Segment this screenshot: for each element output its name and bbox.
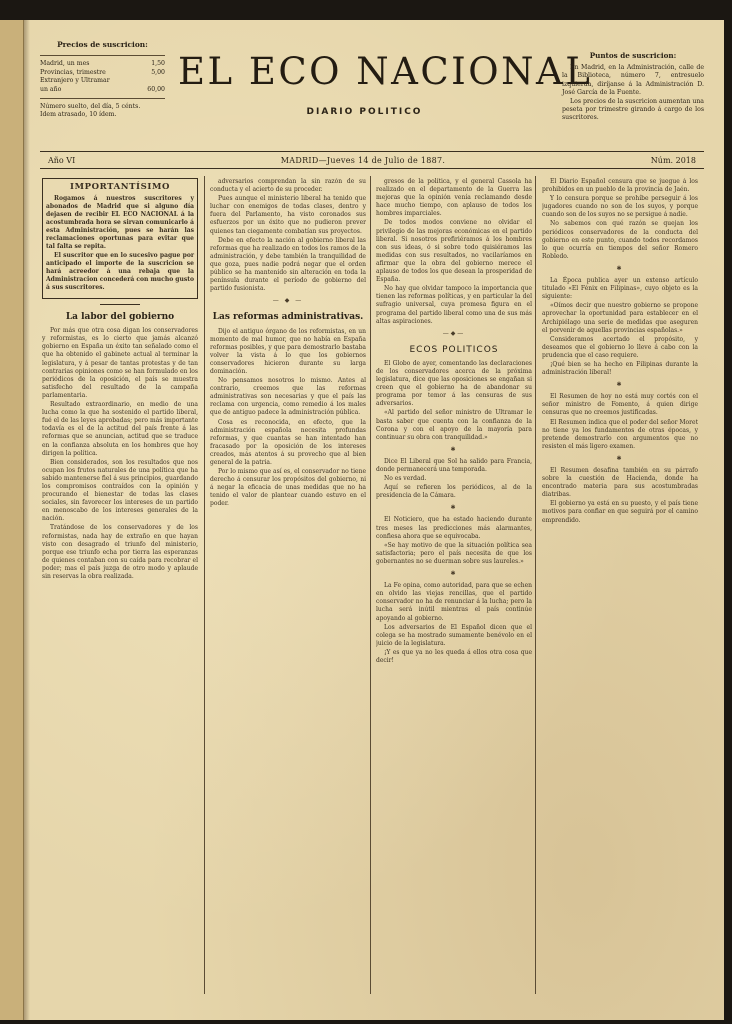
column-divider bbox=[370, 176, 371, 994]
article-paragraph: Bien considerados, son los resultados que nos ocupan los frutos naturales de una política que ha sabido mantenerse fiel á sus principios, guardando los compromisos contraídos con la opinión y procurando el bienestar de todas las clases sociales, sin favorecer los intereses de un partido en menoscabo de los intereses generales de la nación. bbox=[42, 458, 198, 523]
article-paragraph: ¡Y es que ya no les queda á ellos otra cosa que decir! bbox=[376, 648, 532, 664]
article-paragraph: De todos modos conviene no olvidar el privilegio de las mejoras económicas en el partido liberal. Si nosotros prefiriéramos á los hombres con sus ideas, ó si sobre todo quisiéramos las medidas con sus resultados, no vacilaríamos en afirmar que la obra del gobierno merece el aplauso de todos los que desean la prosperidad de España. bbox=[376, 219, 532, 284]
ornament-divider: ✱ bbox=[616, 264, 624, 272]
prices-rule-bottom bbox=[40, 98, 165, 99]
column-4 bbox=[542, 178, 698, 992]
price-row: un año 60,00 bbox=[40, 85, 165, 93]
ornament-divider: ✱ bbox=[450, 445, 458, 453]
newspaper-title: EL ECO NACIONAL bbox=[178, 50, 593, 93]
article-paragraph: Tratándose de los conservadores y de los reformistas, nada hay de extraño en que hayan visto con desagrado el triunfo del ministerio, porque ese triunfo echa por tierra las esperanzas de quienes contaban con su caída para recobrar el poder; mas el país juzga de otro modo y aplaude sin reservas la obra realizada. bbox=[42, 524, 198, 580]
points-paragraph: Los precios de la suscricion aumentan una peseta por trimestre girando á cargo de los suscritores. bbox=[562, 98, 704, 122]
points-heading: Puntos de suscricion: bbox=[589, 51, 677, 60]
article-title-labor: La labor del gobierno bbox=[65, 312, 175, 323]
article-paragraph: Pues aunque el ministerio liberal ha tenido que luchar con enemigos de todas clases, dentro y fuera del Parlamento, ha visto coronados sus esfuerzos por un éxito que no pudieron prever quienes tan ciegamente combatían sus proyectos. bbox=[210, 195, 366, 235]
subscription-prices-box bbox=[40, 41, 165, 120]
newspaper-subtitle: DIARIO POLITICO bbox=[306, 107, 423, 117]
back-issue-note: Idem atrasado, 10 ídem. bbox=[40, 111, 117, 119]
article-paragraph: «Se hay motivo de que la situación política sea satisfactoria; pero el país necesita de que los gobernantes no se duerman sobre sus laureles.» bbox=[376, 541, 532, 565]
article-paragraph: «Oímos decir que nuestro gobierno se propone aprovechar la oportunidad para establecer en el Archipiélago una serie de medidas que aseguren el porvenir de aquellas provincias españolas.» bbox=[542, 302, 698, 334]
points-paragraph: En Madrid, en la Administración, calle de la Biblioteca, número 7, entresuelo izquierda, diríjanse á la Administración D. José García de la Fuente. bbox=[562, 64, 704, 96]
article-paragraph: No hay que olvidar tampoco la importancia que tienen las reformas políticas, y en particular la del sufragio universal, cuya promesa figura en el programa del partido liberal como una de sus más altas aspiraciones. bbox=[376, 285, 532, 325]
article-title-reformas: Las reformas administrativas. bbox=[212, 312, 364, 323]
article-paragraph: El Resumen de hoy no está muy cortés con el señor ministro de Fomento, á quien dirige censuras que no creemos justificadas. bbox=[542, 393, 698, 417]
article-paragraph: Los adversarios de El Español dicen que el colega se ha mostrado sumamente benévolo en el juicio de la legislatura. bbox=[376, 623, 532, 647]
article-paragraph: No es verdad. bbox=[384, 475, 427, 483]
section-rule bbox=[100, 304, 140, 305]
binding-shadow bbox=[24, 20, 30, 1020]
price-row: Provincias, trimestre 5,00 bbox=[40, 68, 165, 76]
ornament-divider: ✱ bbox=[616, 381, 624, 389]
article-paragraph: Dice El Liberal que Sol ha salido para Francia, donde permanecerá una temporada. bbox=[376, 457, 532, 473]
article-paragraph: El gobierno ya está en su puesto, y el país tiene motivos para confiar en que seguirá por el camino emprendido. bbox=[542, 500, 698, 524]
article-paragraph: Consideramos acertado el propósito, y deseamos que el gobierno lo lleve á cabo con la prudencia que el caso requiere. bbox=[542, 335, 698, 359]
article-paragraph: «Al partido del señor ministro de Ultramar le basta saber que cuenta con la confianza de la Corona y con el apoyo de la mayoría para continuar su obra con tranquilidad.» bbox=[376, 409, 532, 441]
prices-heading: Precios de suscricion: bbox=[57, 40, 148, 49]
article-paragraph: El Globo de ayer, comentando las declaraciones de los conservadores acerca de la próxima legislatura, dice que las oposiciones se engañan si creen que el gobierno ha de abandonar su programa por temor á las censuras de sus adversarios. bbox=[376, 359, 532, 408]
column-3 bbox=[376, 178, 532, 992]
column-divider bbox=[204, 176, 205, 994]
issue-date: MADRID—Jueves 14 de Julio de 1887. bbox=[280, 155, 446, 165]
article-paragraph: gresos de la política, y el general Cassola ha realizado en el departamento de la Guerra las mejoras que la opinión venía reclamando desde hace mucho tiempo, con aplauso de todos los hombres imparciales. bbox=[376, 178, 532, 218]
article-paragraph: El Diario Español censura que se juegue á los prohibidos en un pueblo de la provincia de Jaén. bbox=[542, 178, 698, 194]
article-paragraph: Y lo censura porque se prohíbe perseguir á los jugadores cuando no son de los suyos, y porque cuando son de los suyos no se persigue á nadie. bbox=[542, 195, 698, 219]
article-paragraph: adversarios comprendan la sin razón de su conducta y el acierto de su proceder. bbox=[210, 178, 366, 194]
ornament-divider: ✱ bbox=[450, 504, 458, 512]
article-paragraph: La Fe opina, como autoridad, para que se echen en olvido las viejas rencillas, que el partido conservador no ha de renunciar á la lucha; pero la lucha será inútil mientras el país continúe apoyando al gobierno. bbox=[376, 582, 532, 622]
article-paragraph: No sabemos con qué razón se quejan los periódicos conservadores de la conducta del gobierno en este punto, cuando todos recordamos lo que ocurría en tiempos del señor Romero Robledo. bbox=[542, 220, 698, 260]
subscription-points-box bbox=[562, 52, 704, 124]
prices-rule-top bbox=[40, 55, 165, 56]
column-1 bbox=[42, 178, 198, 992]
single-issue-note: Número suelto, del día, 5 cénts. bbox=[40, 103, 141, 111]
article-paragraph: El Noticiero, que ha estado haciendo durante tres meses las predicciones más alarmantes, confiesa ahora que se equivocaba. bbox=[376, 516, 532, 540]
article-paragraph: Cosa es reconocida, en efecto, que la administración española necesita profundas reformas, y que cuantas se han intentado han fracasado por la oposición de los intereses creados, más atentos á su provecho que al bien general de la patria. bbox=[210, 418, 366, 466]
article-paragraph: Por más que otra cosa digan los conservadores y reformistas, es lo cierto que jamás alcanzó gobierno en España un éxito tan señalado como el que ha obtenido el gabinete actual al terminar la legislatura, y á pesar de tantas protestas y de tan contrarias opiniones como se han formulado en los periódicos de la oposición, el país se muestra satisfecho del resultado de la campaña parlamentaria. bbox=[42, 327, 198, 399]
adjacent-page-edge bbox=[0, 20, 24, 1020]
column-2 bbox=[210, 178, 366, 992]
article-paragraph: No pensamos nosotros lo mismo. Antes al contrario, creemos que las reformas administrativas son necesarias y que el país las reclama con urgencia, como remedio á los males que de antiguo padece la administración pública. bbox=[210, 377, 366, 417]
ornament-divider: ✱ bbox=[616, 454, 624, 462]
issue-number: Núm. 2018 bbox=[650, 155, 696, 165]
article-paragraph: Aquí se refieren los periódicos, al de la presidencia de la Cámara. bbox=[376, 484, 532, 500]
article-paragraph: El Resumen desafina también en su párrafo sobre la cuestión de Hacienda, donde ha encontrado materia para sus acostumbradas diatribas. bbox=[542, 467, 698, 499]
notice-paragraph: El suscritor que en lo sucesivo pague por anticipado el importe de la suscricion se hará acreedor á una rebaja que la Administracion concederá con mucho gusto á sus suscritores. bbox=[46, 252, 194, 292]
article-paragraph: Por lo mismo que así es, el conservador no tiene derecho á censurar los propósitos del gobierno, ni á negar la eficacia de unas medidas que no ha tenido el valor de plantear cuando estuvo en el poder. bbox=[210, 468, 366, 508]
ornament-divider: — ◆ — bbox=[272, 297, 304, 305]
important-notice-box bbox=[42, 178, 198, 299]
section-title-ecos: ECOS POLITICOS bbox=[409, 344, 499, 355]
article-paragraph: Dijo el antiguo órgano de los reformistas, en un momento de mal humor, que no había en España reformas posibles, y que para demostrarlo bastaba volver la vista á lo que los gobiernos conservadores hicieron durante su larga dominación. bbox=[210, 327, 366, 375]
dateline-bar bbox=[40, 151, 704, 169]
article-paragraph: Debe en efecto la nación al gobierno liberal las reformas que ha realizado en todos los ramos de la administración, y debe también la tranquilidad de que goza, pues nadie podrá negar que el orden público se ha mantenido sin alteración en toda la península durante el período de gobierno del partido fusionista. bbox=[210, 236, 366, 293]
article-paragraph: El Resumen indica que el poder del señor Moret no tiene ya los fundamentos de otras épocas, y pretende demostrarlo con argumentos que no resisten el más ligero examen. bbox=[542, 418, 698, 450]
article-paragraph: ¡Qué bien se ha hecho en Filipinas durante la administración liberal! bbox=[542, 360, 698, 377]
volume-year: Año VI bbox=[48, 155, 76, 165]
article-paragraph: La Época publica ayer un extenso artículo titulado «El Fénix en Filipinas», cuyo objeto es la siguiente: bbox=[542, 277, 698, 301]
column-divider bbox=[535, 176, 536, 994]
important-notice-title: IMPORTANTÍSIMO bbox=[70, 182, 170, 192]
ornament-divider: —◆— bbox=[442, 329, 466, 337]
notice-paragraph: Rogamos á nuestros suscritores y abonados de Madrid que si alguno día dejasen de recibir EL ECO NACIONAL á la acostumbrada hora se sirvan comunicarlo á esta Administración, pues se harán las reclamaciones oportunas para evitar que tal falta se repita. bbox=[46, 195, 194, 251]
ornament-divider: ✱ bbox=[450, 570, 458, 578]
price-row: Madrid, un mes 1,50 bbox=[40, 60, 165, 68]
article-paragraph: Resultado extraordinario, en medio de una lucha como la que ha sostenido el partido liberal, fué el de las leyes aprobadas; pero más importante todavía es el de la actitud del país frente á las reformas que se anuncian, actitud que se traduce en la confianza absoluta en los hombres que hoy dirigen la política. bbox=[42, 401, 198, 457]
price-row: Extranjero y Ultramar bbox=[40, 77, 110, 85]
